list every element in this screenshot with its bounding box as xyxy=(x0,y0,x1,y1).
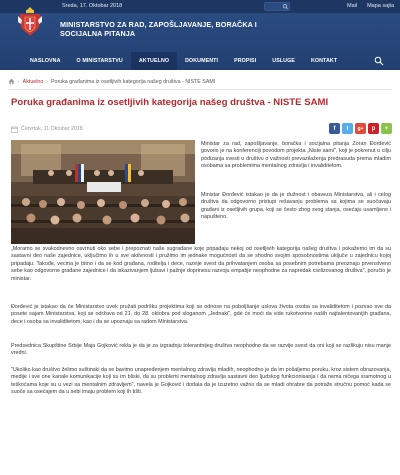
nav-item-aktuelno[interactable]: AKTUELNO xyxy=(131,52,177,70)
divider xyxy=(8,89,392,90)
article-paragraph: Đorđević je istakao da će Ministarstvo uvek pružati podršku projektima koji se odnose na poboljšanje uslova života osoba sa invaliditetom i pozvao sve da posete sajam Ministarstva, koji se održava od 21. do 28. oktobra pod sloganom „Jednaki", gde će moći da vide rukotvorine naših najtalentovanijih građana, dece i osoba sa invaliditetom, kao i da se upoznaju sa radom Ministarstva. xyxy=(11,304,391,325)
nav-item-kontakt[interactable]: KONTAKT xyxy=(310,58,338,64)
google-plus-icon[interactable]: g+ xyxy=(355,123,366,134)
breadcrumb-separator-icon: › xyxy=(18,78,20,85)
calendar-icon xyxy=(11,126,18,133)
top-search-box[interactable] xyxy=(264,2,290,11)
main-nav xyxy=(0,52,400,70)
ministry-title[interactable]: MINISTARSTVO ZA RAD, ZAPOŠLJAVANJE, BORAČKA I SOCIJALNA PITANJA xyxy=(60,20,257,38)
mail-link[interactable]: Mail xyxy=(347,3,358,9)
top-bar xyxy=(0,0,400,13)
article-date: Četvrtak, 11 Oktobar 2018 xyxy=(21,126,83,132)
top-links xyxy=(347,3,394,9)
article-meta xyxy=(11,122,392,136)
search-icon[interactable] xyxy=(374,56,384,66)
article-paragraph: "Ukoliko kao društvo želimo suštinski da se bavimo unapređenjem mentalnog zdravlja mladih, neophodno je da im pošaljemo poruku, kroz sistem obrazovanja, medije i sve one kanale komunikacije koji su im bliski, da su problemi mentalnog zdravlja sastavni deo ljudskog funkcionisanja i da nema ničega sramotnog u teškoćama koje su u vezi sa mentalnim zdravljem", navela je Gojković i dodala da je izuzetno važno da se mladi ohrabre da potraže stručnu pomoć kada se suoče sa osećajem da u sebi imaju problem koji ih tišti. xyxy=(11,367,391,396)
nav-item-propisi[interactable]: PROPISI xyxy=(234,58,257,64)
nav-item-usluge[interactable]: USLUGE xyxy=(272,58,295,64)
nav-item-dokumenti[interactable]: DOKUMENTI xyxy=(185,58,219,64)
breadcrumb-aktuelno[interactable]: Aktuelno xyxy=(22,78,44,85)
nav-item-naslovna[interactable]: NASLOVNA xyxy=(30,58,61,64)
breadcrumb-separator-icon: › xyxy=(46,78,48,85)
article-photo[interactable] xyxy=(11,140,195,244)
home-icon[interactable] xyxy=(8,78,15,85)
coat-of-arms-icon[interactable] xyxy=(17,6,43,38)
current-date: Sreda, 17. Oktobar 2018 xyxy=(62,3,123,9)
article-paragraph: Ministar Đorđević istakao je da je dužnost i obaveza Ministarstva, ali i celog društva da odgovorno pristupi rešavanju problema sa kojima se suočavaju građani iz osetljivih grupa, koji se često zbog svog stanja, osećaju usamljeno i napušteno. xyxy=(201,192,391,221)
article-paragraph: Predsednica Skupštine Srbije Maja Gojković rekla je da je za izgradnju tolerantnijeg društva neophodno da se razvije svest da oni koji se razlikuju nisu manje vredni. xyxy=(11,343,391,357)
article-title: Poruka građanima iz osetljivih kategorija našeg društva - NISTE SAMI xyxy=(11,97,329,108)
breadcrumb xyxy=(8,78,392,85)
share-icon[interactable]: + xyxy=(381,123,392,134)
article-paragraph: „Moramo se svakodnevno osvrnuti oko sebe i prepoznati naše sugrađane koje pripadaju nekoj od osetljivih kategorija našeg društva i pokažemo im da su sastavni deo naše zajednice, uključimo ih u sve aktivnosti i pružimo im jednake mogućnosti da se shodno svojim sposobnostima uključe u zajednicu kojoj pripadaju. Takođe, vecma je bitno i da se kod građana, roditelja i dece, razvije svest da prihvatanjem osoba sa posebnim potrebama preoznaju prvenstveno sebe kao odgovorne građane zajednice i da iskazivanjem ljubavi i pažnje doprinesu razvoju empatije neophodne za napredak civilizovanog društva", poručio je ministar. xyxy=(11,246,391,282)
pinterest-icon[interactable]: p xyxy=(368,123,379,134)
sitemap-link[interactable]: Mapa sajta xyxy=(367,3,394,9)
breadcrumb-current: Poruka građanima iz osetljivih kategorija našeg društva - NISTE SAMI xyxy=(50,78,216,85)
site-header xyxy=(0,0,400,70)
facebook-icon[interactable]: f xyxy=(329,123,340,134)
share-buttons xyxy=(329,123,392,134)
nav-item-o-ministarstvu[interactable]: O MINISTARSTVU xyxy=(76,58,123,64)
twitter-icon[interactable]: t xyxy=(342,123,353,134)
article-paragraph: Ministar za rad, zapošljavanje, boračka i socijalna pitanja Zoran Đorđević govorio je na konferenciji povodom projekta „Niste sami", koji je pokrenut u cilju podizanja svesti u društvu o važnosti prevazilaženja predrasuda prema mladim osobama sa problemima mentalnog zdravlja i invaliditetom. xyxy=(201,141,391,170)
article-date-line xyxy=(11,126,83,133)
